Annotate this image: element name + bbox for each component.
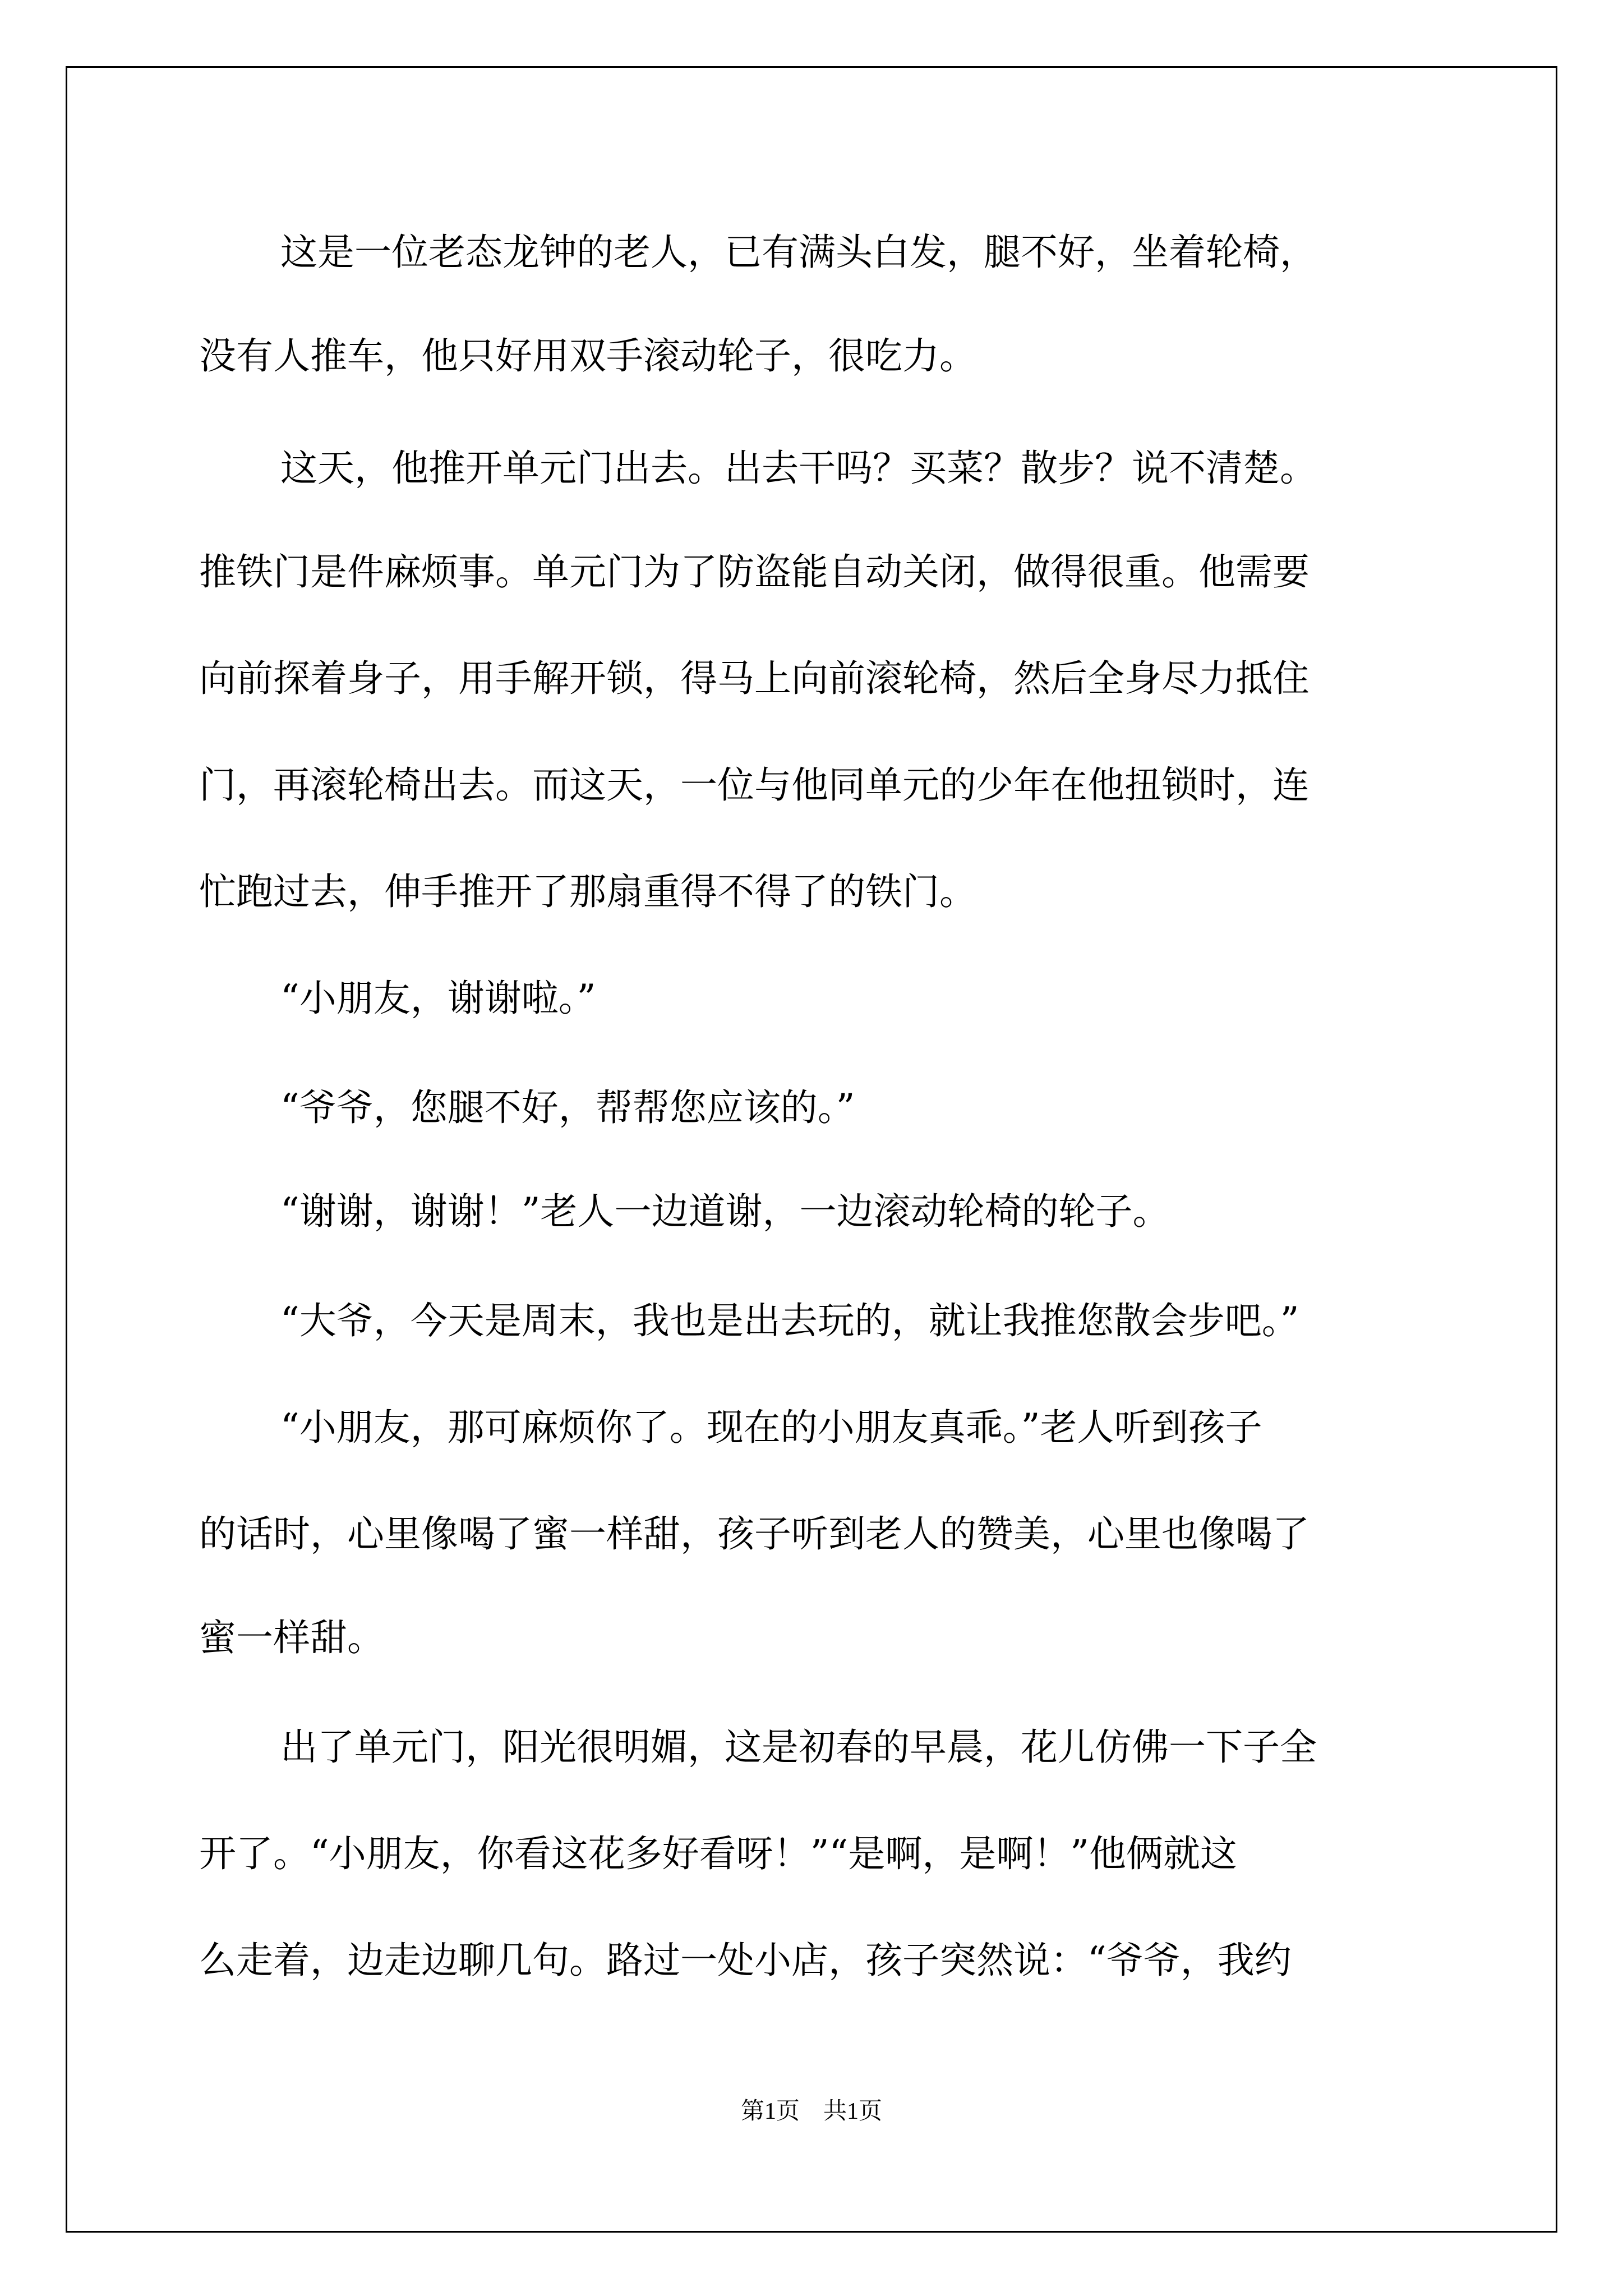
body-text-line: “小朋友，谢谢啦。”	[280, 977, 596, 1020]
body-text-line: 门，再滚轮椅出去。而这天，一位与他同单元的少年在他扭锁时，连	[199, 763, 1310, 807]
body-text-line: 忙跑过去，伸手推开了那扇重得不得了的铁门。	[199, 870, 976, 913]
body-text-line: 么走着，边走边聊几句。路过一处小店，孩子突然说：“爷爷，我约	[199, 1939, 1292, 1982]
body-text-line: 蜜一样甜。	[199, 1616, 384, 1659]
page-number-footer: 第1页 共1页	[740, 2099, 882, 2124]
body-text-line: 这是一位老态龙钟的老人，已有满头白发，腿不好，坐着轮椅，	[280, 231, 1317, 274]
page-border	[66, 66, 1557, 2233]
body-text-line: 的话时，心里像喝了蜜一样甜，孩子听到老人的赞美，心里也像喝了	[199, 1512, 1310, 1556]
body-text-line: 向前探着身子，用手解开锁，得马上向前滚轮椅，然后全身尽力抵住	[199, 657, 1310, 700]
body-text-line: “谢谢，谢谢！”老人一边道谢，一边滚动轮椅的轮子。	[280, 1190, 1170, 1233]
body-text-line: 没有人推车，他只好用双手滚动轮子，很吃力。	[199, 334, 976, 378]
body-text-line: “爷爷，您腿不好，帮帮您应该的。”	[280, 1086, 855, 1129]
body-text-line: 开了。“小朋友，你看这花多好看呀！”“是啊，是啊！”他俩就这	[199, 1832, 1237, 1875]
body-text-line: 推铁门是件麻烦事。单元门为了防盗能自动关闭，做得很重。他需要	[199, 550, 1310, 593]
body-text-line: 出了单元门，阳光很明媚，这是初春的早晨，花儿仿佛一下子全	[280, 1726, 1317, 1769]
body-text-line: 这天，他推开单元门出去。出去干吗？买菜？散步？说不清楚。	[280, 447, 1317, 490]
body-text-line: “大爷，今天是周末，我也是出去玩的，就让我推您散会步吧。”	[280, 1299, 1299, 1342]
body-text-line: “小朋友，那可麻烦你了。现在的小朋友真乖。”老人听到孩子	[280, 1406, 1262, 1449]
